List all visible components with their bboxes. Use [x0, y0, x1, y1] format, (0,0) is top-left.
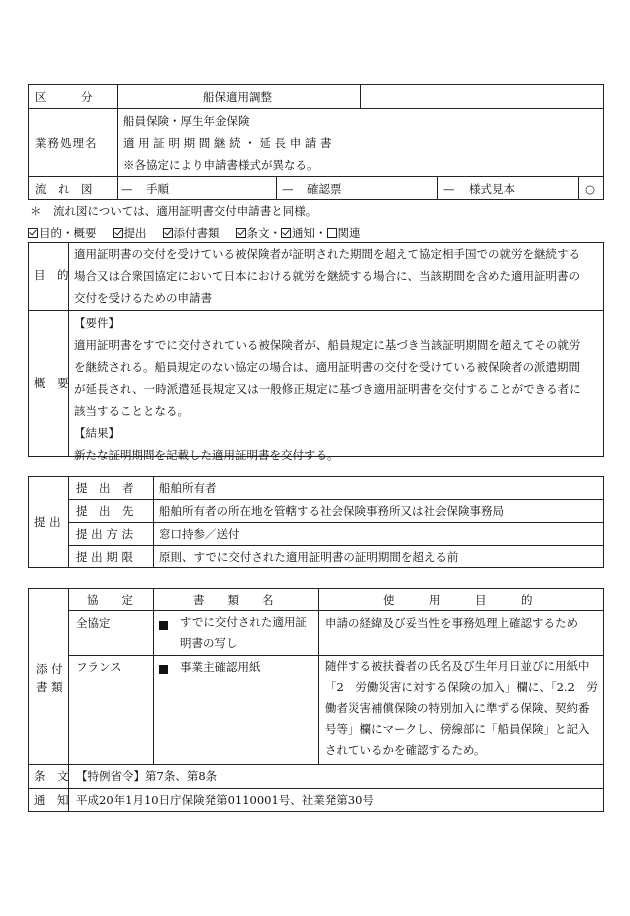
check-icon [28, 228, 38, 238]
checkbox-row [28, 226, 361, 240]
submitter-key: 提 出 者 [76, 481, 134, 495]
checkbox-related-label: 関連 [337, 226, 361, 240]
overview-line: を継続される。船員規定のない協定の場合は、適用証明書の交付を受けている被保険者の派遣期間 [74, 360, 580, 374]
bullet-icon [159, 619, 168, 633]
destination-key: 提 出 先 [76, 504, 134, 518]
checkbox-empty-icon [327, 228, 337, 238]
checkbox-article-label: 条文・ [246, 226, 281, 240]
gyomu-label: 業務処理名 [35, 136, 98, 150]
notice-value: 平成20年1月10日庁保険発第0110001号、社業発第30号 [76, 793, 374, 807]
checkbox-purpose[interactable] [28, 226, 97, 240]
flow-checklist-link[interactable]: 確認票 [307, 182, 342, 196]
purpose-text [74, 243, 602, 309]
flow-steps-link[interactable]: 手順 [146, 182, 169, 196]
checkbox-submission[interactable] [113, 226, 147, 240]
gyomu-line1: 船員保険・厚生年金保険 [123, 114, 250, 128]
doc-name-line: 明書の写し [180, 636, 238, 650]
purpose-line: 場合又は合衆国協定において日本における就労を継続する場合に、当該期間を含めた適用証明書の [74, 269, 580, 283]
overview-line: 【結果】 [74, 426, 120, 440]
overview-line: 新たな証明期間を記載した適用証明書を交付する。 [74, 448, 339, 462]
doc-name-employer: 事業主確認用紙 [180, 660, 261, 674]
purpose-row-2-line: されているかを確認するため。 [325, 743, 486, 757]
overview-label: 概 要 [34, 376, 69, 390]
col-header-docname: 書 類 名 [193, 593, 274, 607]
notice-label: 通 知 [34, 793, 69, 807]
submitter-value: 船舶所有者 [159, 481, 217, 495]
checkbox-submission-label: 提出 [123, 226, 147, 240]
checkbox-notice[interactable] [281, 226, 327, 240]
submission-label: 提 出 [34, 515, 61, 529]
flow-sample-link[interactable]: 様式見本 [469, 182, 515, 196]
checkbox-attachments-label: 添付書類 [173, 226, 220, 240]
purpose-line: 適用証明書の交付を受けている被保険者が証明された期間を超えて協定相手国での就労を継続する [74, 247, 580, 261]
purpose-line: 交付を受けるための申請書 [74, 291, 212, 305]
checkbox-attachments[interactable] [163, 226, 220, 240]
checkbox-article[interactable] [236, 226, 282, 240]
gyomu-line3: ※各協定により申請書様式が異なる。 [123, 158, 319, 172]
overview-line: 【要件】 [74, 316, 120, 330]
attachments-label-2: 書 類 [36, 680, 63, 694]
kubun-label: 区 分 [35, 90, 93, 104]
check-icon [281, 228, 291, 238]
deadline-value: 原則、すでに交付された適用証明書の証明期間を超える前 [159, 550, 459, 564]
flow-dash-2: — [282, 182, 294, 196]
purpose-row-2-line: 号等」欄にマークし、傍線部に「船員保険」と記入 [325, 722, 590, 736]
agreement-france: フランス [76, 660, 122, 674]
destination-value: 船舶所有者の所在地を管轄する社会保険事務所又は社会保険事務局 [159, 504, 504, 518]
check-icon [163, 228, 173, 238]
deadline-key: 提 出 期 限 [76, 550, 133, 564]
overview-line: 適用証明書をすでに交付されている被保険者が、船員規定に基づき当該証明期間を超えてその就労 [74, 338, 581, 352]
agreement-all: 全協定 [76, 616, 111, 630]
article-label: 条 文 [34, 769, 69, 783]
col-header-agreement: 協 定 [87, 593, 133, 607]
checkbox-notice-label: 通知・ [292, 226, 327, 240]
purpose-row-2-line: 「2 労働災害に対する保険の加入」欄に、「2.2 労 [325, 680, 598, 694]
check-icon [113, 228, 123, 238]
method-value: 窓口持参／送付 [159, 527, 240, 541]
article-value: 【特例省令】第7条、第8条 [76, 769, 218, 783]
col-header-purpose: 使 用 目 的 [383, 593, 533, 607]
purpose-row-1: 申請の経緯及び妥当性を事務処理上確認するため [325, 616, 578, 630]
kubun-value: 船保適用調整 [203, 90, 272, 104]
flow-dash-3: — [443, 182, 455, 196]
overview-text [74, 312, 602, 466]
doc-name-line: すでに交付された適用証 [180, 615, 307, 629]
method-key: 提 出 方 法 [76, 527, 133, 541]
checkbox-purpose-label: 目的・概要 [39, 226, 97, 240]
purpose-row-2 [325, 656, 598, 761]
flow-dash-1: — [121, 182, 133, 196]
purpose-label: 目 的 [34, 268, 69, 282]
gyomu-line2: 適 用 証 明 期 間 継 続 ・ 延 長 申 請 書 [123, 136, 332, 150]
flow-label: 流 れ 図 [35, 182, 93, 196]
overview-line: が延長され、一時派遣延長規定又は一般修正規定に基づき適用証明書を交付することができる者に [74, 382, 581, 396]
check-icon [236, 228, 246, 238]
overview-line: 該当することとなる。 [74, 404, 189, 418]
attachments-label-1: 添 付 [36, 662, 63, 676]
purpose-row-2-line: 働者災害補償保険の特別加入に準ずる保険、契約番 [325, 701, 590, 715]
checkbox-related[interactable] [327, 226, 361, 240]
flow-note: ＊ 流れ図については、適用証明書交付申請書と同様。 [30, 204, 318, 218]
flow-circle-mark: ○ [585, 182, 596, 196]
doc-name-copy [180, 612, 307, 654]
purpose-row-2-line: 随伴する被扶養者の氏名及び生年月日並びに用紙中 [325, 659, 590, 673]
bullet-icon [159, 663, 168, 677]
